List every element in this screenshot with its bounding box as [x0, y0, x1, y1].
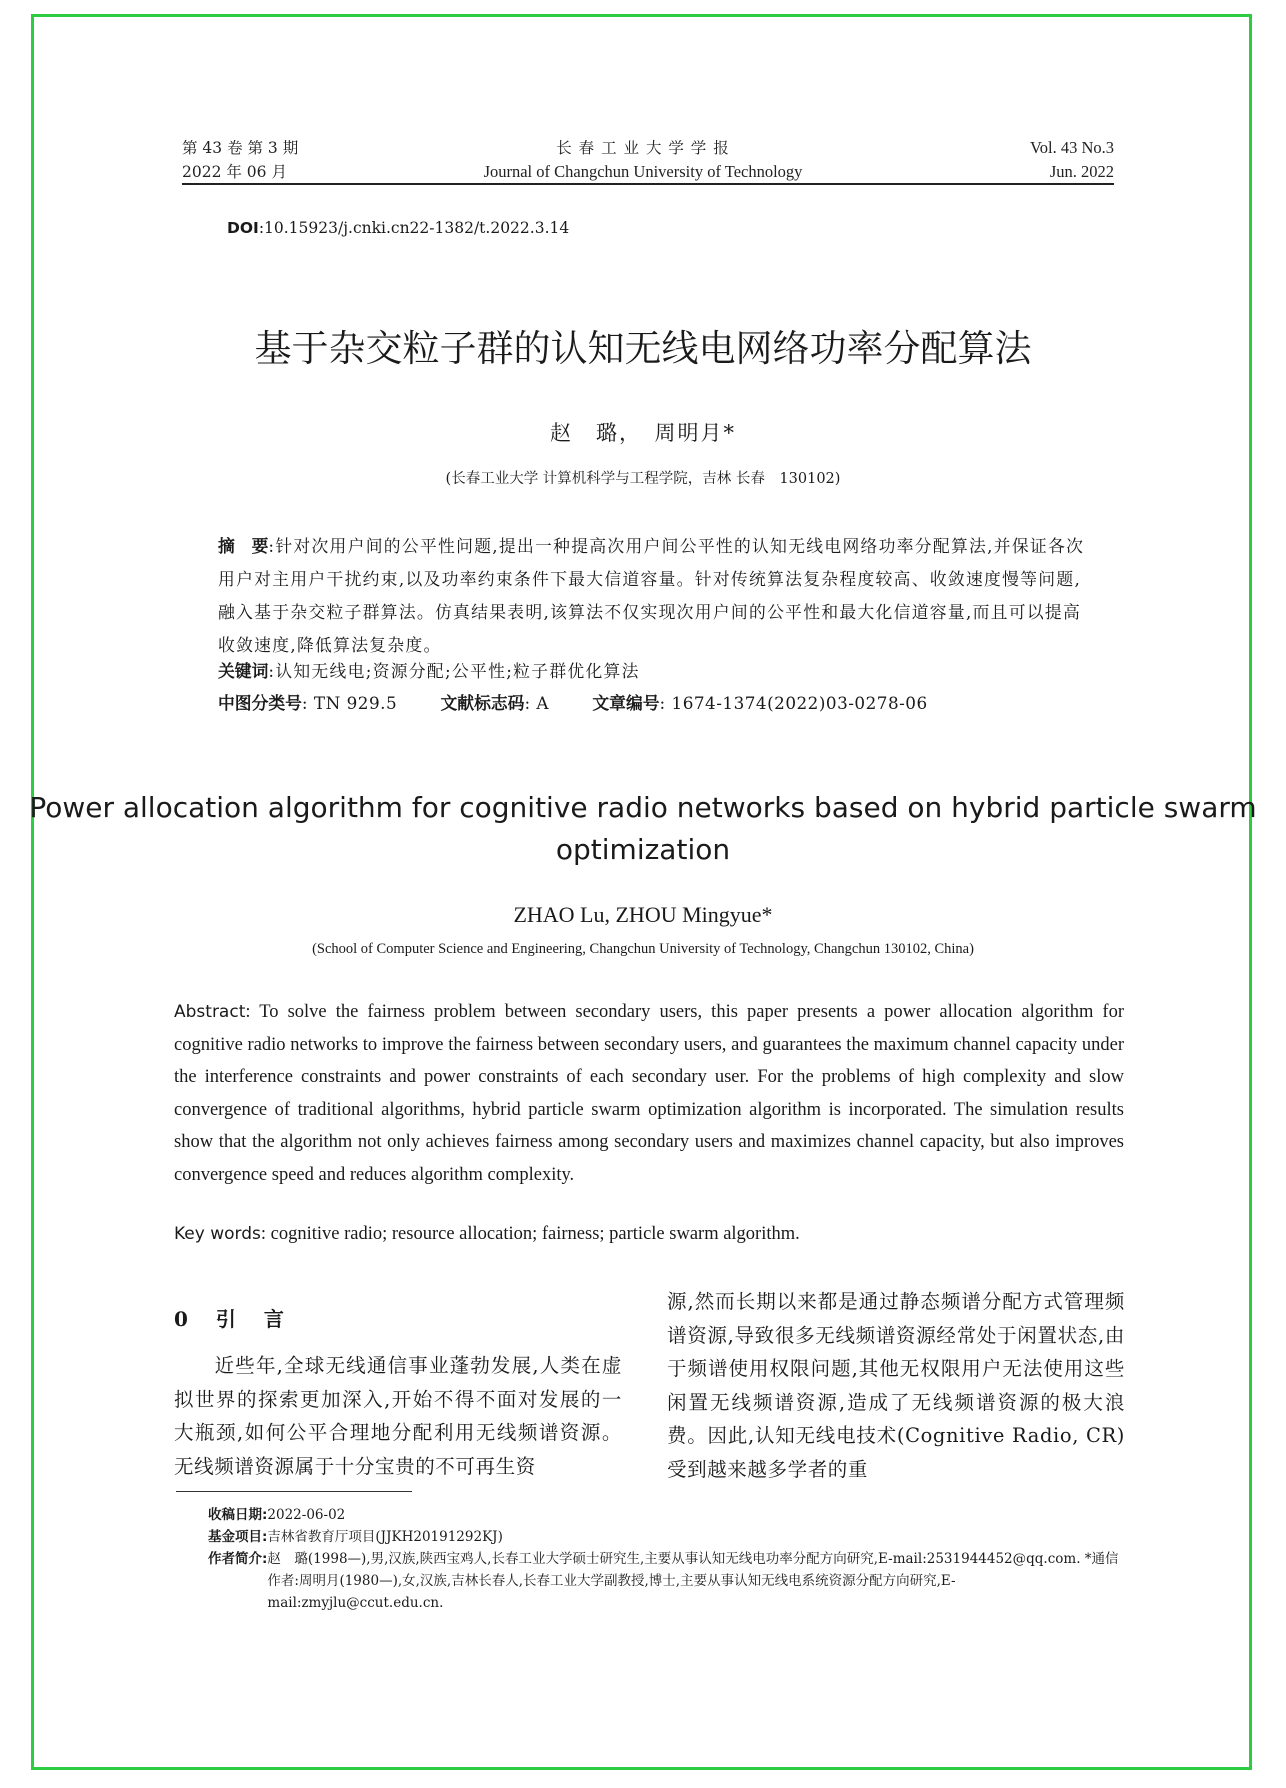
section-heading: 0 引 言 — [174, 1307, 288, 1331]
footnote-received — [208, 1504, 1126, 1526]
body-left-text: 近些年,全球无线通信事业蓬勃发展,人类在虚拟世界的探索更加深入,开始不得不面对发展的一大瓶颈,如何公平合理地分配利用无线频谱资源。无线频谱资源属于十分宝贵的不可再生资 — [174, 1354, 622, 1478]
header-vol-en: Vol. 43 No.3 — [1029, 138, 1114, 157]
affiliation-en: (School of Computer Science and Engineering, Changchun University of Technology, Changchun 130102, China) — [312, 941, 974, 957]
title-cn: 基于杂交粒子群的认知无线电网络功率分配算法 — [254, 327, 1032, 370]
doi-label: DOI — [227, 219, 259, 237]
footnote-rule — [176, 1491, 412, 1492]
clc-label: 中图分类号 — [218, 693, 302, 713]
abstract-en-text: : To solve the fairness problem between secondary users, this paper presents a power allocation algorithm for cognitive radio networks to improve the fairness between secondary users, and guarantees the maximum channel capacity under the interference constraints and power constraints of each secondary user. For the problems of high complexity and slow convergence of traditional algorithms, hybrid particle swarm optimization algorithm is incorporated. The simulation results show that the algorithm not only achieves fairness among secondary users and maximizes channel capacity, but also improves convergence speed and reduces algorithm complexity. — [174, 1002, 1124, 1185]
journal-name-en: Journal of Changchun University of Technology — [483, 162, 803, 181]
author-bio-label: 作者简介: — [208, 1551, 268, 1567]
footnote-author — [208, 1548, 1126, 1614]
footnotes — [208, 1504, 1126, 1614]
doi — [227, 219, 569, 237]
keywords-en-label: Key words — [174, 1224, 261, 1244]
abstract-cn-label: 摘 要 — [218, 536, 269, 556]
doi-value: :10.15923/j.cnki.cn22-1382/t.2022.3.14 — [258, 219, 570, 237]
header-date-en: Jun. 2022 — [1049, 162, 1114, 181]
keywords-cn — [218, 658, 640, 682]
classification-row — [218, 690, 966, 714]
doc-code-value: : A — [524, 693, 550, 713]
header-rule — [182, 183, 1114, 185]
authors-cn: 赵 璐， 周明月* — [550, 421, 736, 445]
fund-value: 吉林省教育厅项目(JJKH20191292KJ) — [267, 1529, 503, 1545]
header-right — [1030, 136, 1114, 184]
abstract-cn-text: :针对次用户间的公平性问题,提出一种提高次用户间公平性的认知无线电网络功率分配算法,并保证各次用户对主用户干扰约束,以及功率约束条件下最大信道容量。针对传统算法复杂程度较高、收敛速度慢等问题,融入基于杂交粒子群算法。仿真结果表明,该算法不仅实现次用户间的公平性和最大化信道容量,而且可以提高收敛速度,降低算法复杂度。 — [218, 536, 1085, 655]
abstract-en — [174, 996, 1124, 1191]
affiliation-cn: (长春工业大学 计算机科学与工程学院，吉林 长春 130102) — [445, 471, 841, 487]
authors-en: ZHAO Lu, ZHOU Mingyue* — [513, 902, 773, 927]
article-no-value: : 1674-1374(2022)03-0278-06 — [659, 693, 928, 713]
footnote-fund — [208, 1526, 1126, 1548]
article-no-label: 文章编号 — [592, 693, 660, 713]
fund-label: 基金项目: — [208, 1529, 268, 1545]
abstract-cn — [218, 530, 1088, 662]
keywords-en — [174, 1224, 800, 1245]
received-value: 2022-06-02 — [267, 1507, 346, 1523]
body-right-column: 源,然而长期以来都是通过静态频谱分配方式管理频谱资源,导致很多无线频谱资源经常处于闲置状态,由于频谱使用权限问题,其他无权限用户无法使用这些闲置无线频谱资源,造成了无线频谱资源的极大浪费。因此,认知无线电技术(Cognitive Radio, CR)受到越来越多学者的重 — [667, 1290, 1125, 1481]
title-en: Power allocation algorithm for cognitive radio networks based on hybrid particle swarm optimization — [29, 791, 1257, 866]
journal-name-cn: 长 春 工 业 大 学 学 报 — [556, 139, 730, 157]
body-left-column — [174, 1349, 622, 1483]
clc-value: : TN 929.5 — [301, 693, 398, 713]
header-date-cn: 2022 年 06 月 — [182, 163, 287, 181]
received-label: 收稿日期: — [208, 1507, 268, 1523]
keywords-cn-text: :认知无线电;资源分配;公平性;粒子群优化算法 — [268, 661, 640, 681]
keywords-en-text: : cognitive radio; resource allocation; fairness; particle swarm algorithm. — [260, 1224, 800, 1244]
doc-code-label: 文献标志码 — [440, 693, 525, 713]
keywords-cn-label: 关键词 — [218, 661, 269, 681]
header-volume: 第 43 卷 第 3 期 — [182, 139, 299, 157]
author-bio-value: 赵 璐(1998—),男,汉族,陕西宝鸡人,长春工业大学硕士研究生,主要从事认知无线电功率分配方向研究,E-mail:2531944452@qq.com. *通信作者:周明月(1980—),女,汉族,吉林长春人,长春工业大学副教授,博士,主要从事认知无线电系统资源分配方向研究,E-mail:zmyjlu@ccut.edu.cn. — [267, 1551, 1119, 1611]
abstract-en-label: Abstract — [174, 1002, 246, 1022]
